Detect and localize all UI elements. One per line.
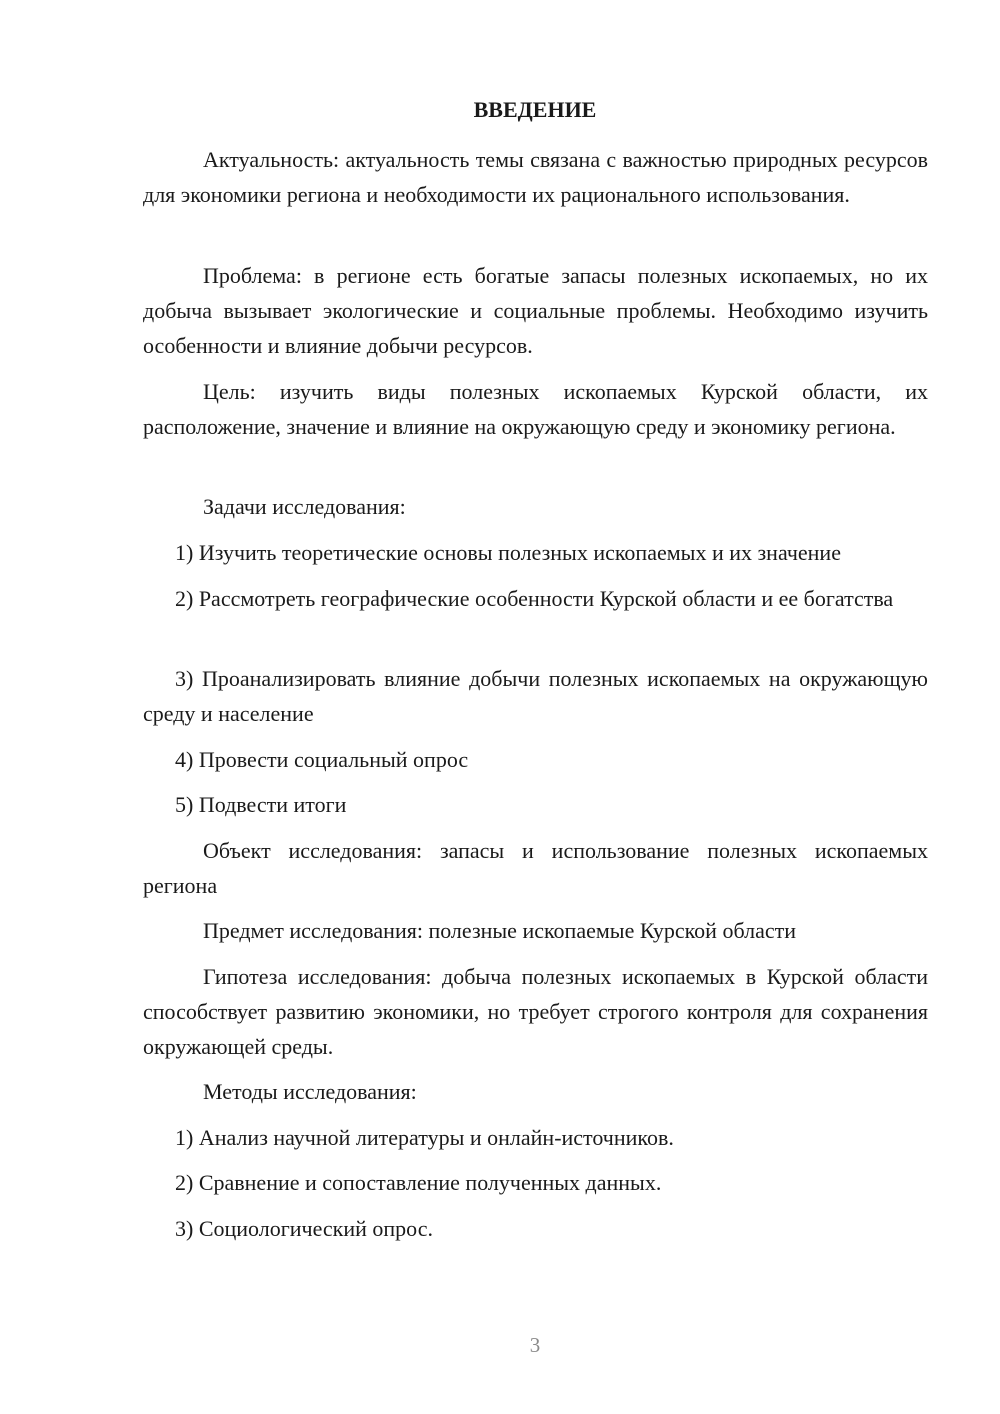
paragraph-goal: Цель: изучить виды полезных ископаемых Курской области, их расположение, значение и влияние на окружающую среду и экономику региона. [143, 379, 928, 439]
list-item-task-3: 3) Проанализировать влияние добычи полезных ископаемых на окружающую среду и население [143, 666, 928, 726]
paragraph-relevance: Актуальность: актуальность темы связана с важностью природных ресурсов для экономики региона и необходимости их рационального использования. [143, 147, 928, 207]
page-title: ВВЕДЕНИЕ [473, 97, 597, 122]
list-item-method-2: 2) Сравнение и сопоставление полученных данных. [175, 1170, 662, 1195]
paragraph-problem: Проблема: в регионе есть богатые запасы полезных ископаемых, но их добыча вызывает экологические и социальные проблемы. Необходимо изучить особенности и влияние добычи ресурсов. [143, 263, 928, 358]
list-item-task-2: 2) Рассмотреть географические особенности Курской области и ее богатства [175, 586, 894, 611]
paragraph-hypothesis: Гипотеза исследования: добыча полезных ископаемых в Курской области способствует развитию экономики, но требует строгого контроля для сохранения окружающей среды. [143, 964, 928, 1059]
paragraph-methods-heading: Методы исследования: [203, 1079, 417, 1104]
paragraph-tasks-heading: Задачи исследования: [203, 494, 406, 519]
paragraph-object: Объект исследования: запасы и использование полезных ископаемых региона [143, 838, 928, 898]
list-item-task-5: 5) Подвести итоги [175, 792, 347, 817]
page-number: 3 [529, 1333, 541, 1357]
list-item-task-4: 4) Провести социальный опрос [175, 747, 469, 772]
list-item-method-1: 1) Анализ научной литературы и онлайн-источников. [175, 1125, 674, 1150]
paragraph-subject: Предмет исследования: полезные ископаемые Курской области [203, 918, 797, 943]
list-item-task-1: 1) Изучить теоретические основы полезных ископаемых и их значение [175, 540, 841, 565]
list-item-method-3: 3) Социологический опрос. [175, 1216, 433, 1241]
